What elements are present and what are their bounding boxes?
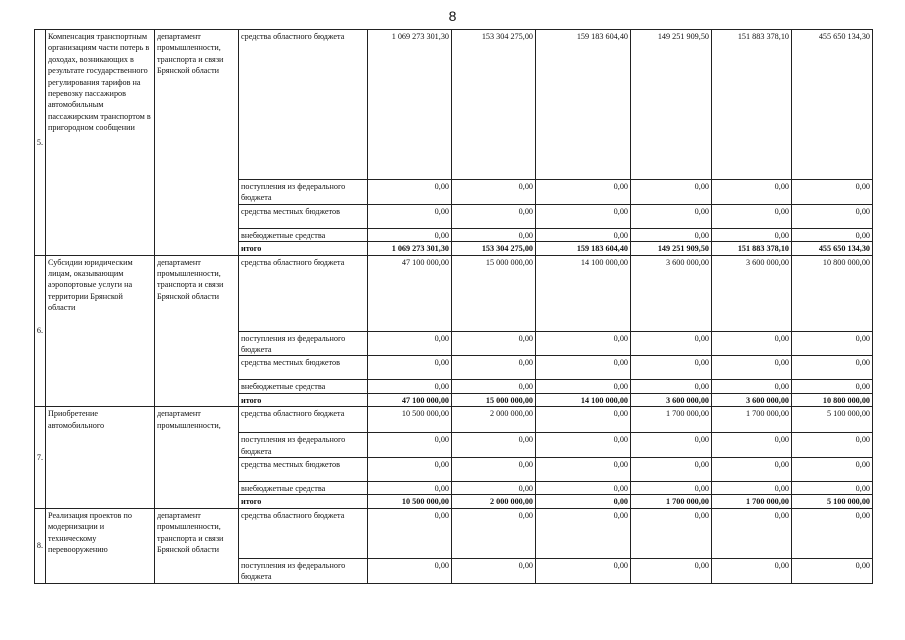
amount-cell: 0,00 [792, 458, 873, 482]
funding-source: поступления из федерального бюджета [239, 558, 368, 583]
amount-cell: 10 500 000,00 [368, 495, 452, 508]
funding-source: поступления из федерального бюджета [239, 331, 368, 356]
amount-cell: 0,00 [536, 407, 631, 433]
table-row [35, 255, 873, 331]
amount-cell: 0,00 [368, 458, 452, 482]
amount-cell: 0,00 [536, 228, 631, 241]
amount-cell: 0,00 [792, 558, 873, 583]
amount-cell: 0,00 [368, 331, 452, 356]
amount-cell: 0,00 [712, 482, 792, 495]
amount-cell: 5 100 000,00 [792, 407, 873, 433]
amount-cell: 3 600 000,00 [631, 393, 712, 406]
funding-source: внебюджетные средства [239, 228, 368, 241]
amount-cell: 0,00 [631, 558, 712, 583]
amount-cell: 0,00 [368, 482, 452, 495]
amount-cell: 0,00 [452, 482, 536, 495]
amount-cell: 0,00 [368, 433, 452, 458]
funding-source: средства областного бюджета [239, 30, 368, 180]
amount-cell: 0,00 [452, 204, 536, 228]
page-number: 8 [448, 8, 457, 24]
amount-cell: 0,00 [536, 380, 631, 393]
amount-cell: 3 600 000,00 [631, 255, 712, 331]
funding-source: средства местных бюджетов [239, 204, 368, 228]
item-number: 8. [35, 508, 46, 583]
amount-cell: 0,00 [631, 356, 712, 380]
funding-source: итого [239, 242, 368, 255]
amount-cell: 0,00 [631, 482, 712, 495]
amount-cell: 149 251 909,50 [631, 30, 712, 180]
funding-source: средства областного бюджета [239, 407, 368, 433]
amount-cell: 0,00 [712, 204, 792, 228]
item-number: 6. [35, 255, 46, 407]
amount-cell: 0,00 [368, 356, 452, 380]
amount-cell: 0,00 [792, 433, 873, 458]
amount-cell: 0,00 [712, 331, 792, 356]
table-row [35, 508, 873, 558]
funding-source: поступления из федерального бюджета [239, 180, 368, 205]
amount-cell: 0,00 [368, 180, 452, 205]
amount-cell: 0,00 [452, 380, 536, 393]
amount-cell: 0,00 [536, 204, 631, 228]
amount-cell: 0,00 [712, 180, 792, 205]
amount-cell: 0,00 [536, 558, 631, 583]
amount-cell: 0,00 [631, 180, 712, 205]
amount-cell: 0,00 [452, 458, 536, 482]
amount-cell: 149 251 909,50 [631, 242, 712, 255]
funding-source: средства местных бюджетов [239, 356, 368, 380]
amount-cell: 0,00 [792, 228, 873, 241]
amount-cell: 151 883 378,10 [712, 30, 792, 180]
item-number: 5. [35, 30, 46, 256]
amount-cell: 0,00 [631, 508, 712, 558]
amount-cell: 0,00 [452, 558, 536, 583]
amount-cell: 15 000 000,00 [452, 393, 536, 406]
executor: департамент промышленности, транспорта и связи Брянской области [155, 255, 239, 407]
amount-cell: 10 500 000,00 [368, 407, 452, 433]
amount-cell: 0,00 [792, 331, 873, 356]
amount-cell: 0,00 [792, 180, 873, 205]
funding-source: внебюджетные средства [239, 482, 368, 495]
table-row [35, 30, 873, 180]
measure-name: Реализация проектов по модернизации и техническому перевооружению [46, 508, 155, 583]
amount-cell: 1 700 000,00 [631, 495, 712, 508]
item-number: 7. [35, 407, 46, 509]
amount-cell: 10 800 000,00 [792, 255, 873, 331]
funding-source: средства областного бюджета [239, 508, 368, 558]
amount-cell: 0,00 [536, 508, 631, 558]
funding-source: средства областного бюджета [239, 255, 368, 331]
amount-cell: 151 883 378,10 [712, 242, 792, 255]
amount-cell: 0,00 [452, 331, 536, 356]
amount-cell: 0,00 [536, 180, 631, 205]
budget-table [34, 29, 873, 584]
amount-cell: 1 069 273 301,30 [368, 30, 452, 180]
amount-cell: 2 000 000,00 [452, 407, 536, 433]
amount-cell: 0,00 [368, 558, 452, 583]
amount-cell: 0,00 [631, 204, 712, 228]
amount-cell: 159 183 604,40 [536, 242, 631, 255]
amount-cell: 1 700 000,00 [631, 407, 712, 433]
amount-cell: 455 650 134,30 [792, 30, 873, 180]
amount-cell: 455 650 134,30 [792, 242, 873, 255]
measure-name: Приобретение автомобильного [46, 407, 155, 509]
executor: департамент промышленности, транспорта и связи Брянской области [155, 30, 239, 256]
amount-cell: 0,00 [792, 380, 873, 393]
amount-cell: 0,00 [368, 508, 452, 558]
amount-cell: 0,00 [712, 356, 792, 380]
amount-cell: 3 600 000,00 [712, 255, 792, 331]
amount-cell: 0,00 [631, 331, 712, 356]
amount-cell: 0,00 [792, 508, 873, 558]
amount-cell: 0,00 [631, 228, 712, 241]
amount-cell: 0,00 [368, 228, 452, 241]
amount-cell: 0,00 [792, 204, 873, 228]
amount-cell: 5 100 000,00 [792, 495, 873, 508]
amount-cell: 0,00 [712, 458, 792, 482]
amount-cell: 2 000 000,00 [452, 495, 536, 508]
amount-cell: 0,00 [792, 356, 873, 380]
amount-cell: 14 100 000,00 [536, 393, 631, 406]
amount-cell: 0,00 [452, 508, 536, 558]
amount-cell: 0,00 [536, 495, 631, 508]
amount-cell: 0,00 [452, 433, 536, 458]
amount-cell: 0,00 [536, 356, 631, 380]
amount-cell: 159 183 604,40 [536, 30, 631, 180]
amount-cell: 0,00 [452, 180, 536, 205]
amount-cell: 10 800 000,00 [792, 393, 873, 406]
funding-source: внебюджетные средства [239, 380, 368, 393]
amount-cell: 0,00 [631, 458, 712, 482]
amount-cell: 15 000 000,00 [452, 255, 536, 331]
amount-cell: 0,00 [712, 558, 792, 583]
amount-cell: 0,00 [452, 356, 536, 380]
amount-cell: 0,00 [712, 380, 792, 393]
amount-cell: 47 100 000,00 [368, 393, 452, 406]
amount-cell: 0,00 [536, 482, 631, 495]
funding-source: итого [239, 393, 368, 406]
funding-source: итого [239, 495, 368, 508]
funding-source: средства местных бюджетов [239, 458, 368, 482]
amount-cell: 1 069 273 301,30 [368, 242, 452, 255]
table-row [35, 407, 873, 433]
measure-name: Компенсация транспортным организациям части потерь в доходах, возникающих в результате государственного регулирования тарифов на перевозку пассажиров автомобильным пассажирским транспортом в пригородном сообщении [46, 30, 155, 256]
measure-name: Субсидии юридическим лицам, оказывающим аэропортовые услуги на территории Брянской области [46, 255, 155, 407]
funding-source: поступления из федерального бюджета [239, 433, 368, 458]
amount-cell: 0,00 [368, 380, 452, 393]
amount-cell: 1 700 000,00 [712, 407, 792, 433]
amount-cell: 3 600 000,00 [712, 393, 792, 406]
amount-cell: 0,00 [712, 228, 792, 241]
amount-cell: 47 100 000,00 [368, 255, 452, 331]
amount-cell: 0,00 [368, 204, 452, 228]
amount-cell: 0,00 [631, 380, 712, 393]
amount-cell: 0,00 [536, 458, 631, 482]
amount-cell: 0,00 [536, 331, 631, 356]
amount-cell: 0,00 [712, 433, 792, 458]
executor: департамент промышленности, [155, 407, 239, 509]
amount-cell: 14 100 000,00 [536, 255, 631, 331]
amount-cell: 0,00 [536, 433, 631, 458]
amount-cell: 153 304 275,00 [452, 242, 536, 255]
amount-cell: 0,00 [631, 433, 712, 458]
executor: департамент промышленности, транспорта и связи Брянской области [155, 508, 239, 583]
amount-cell: 153 304 275,00 [452, 30, 536, 180]
amount-cell: 0,00 [792, 482, 873, 495]
amount-cell: 0,00 [712, 508, 792, 558]
amount-cell: 1 700 000,00 [712, 495, 792, 508]
amount-cell: 0,00 [452, 228, 536, 241]
